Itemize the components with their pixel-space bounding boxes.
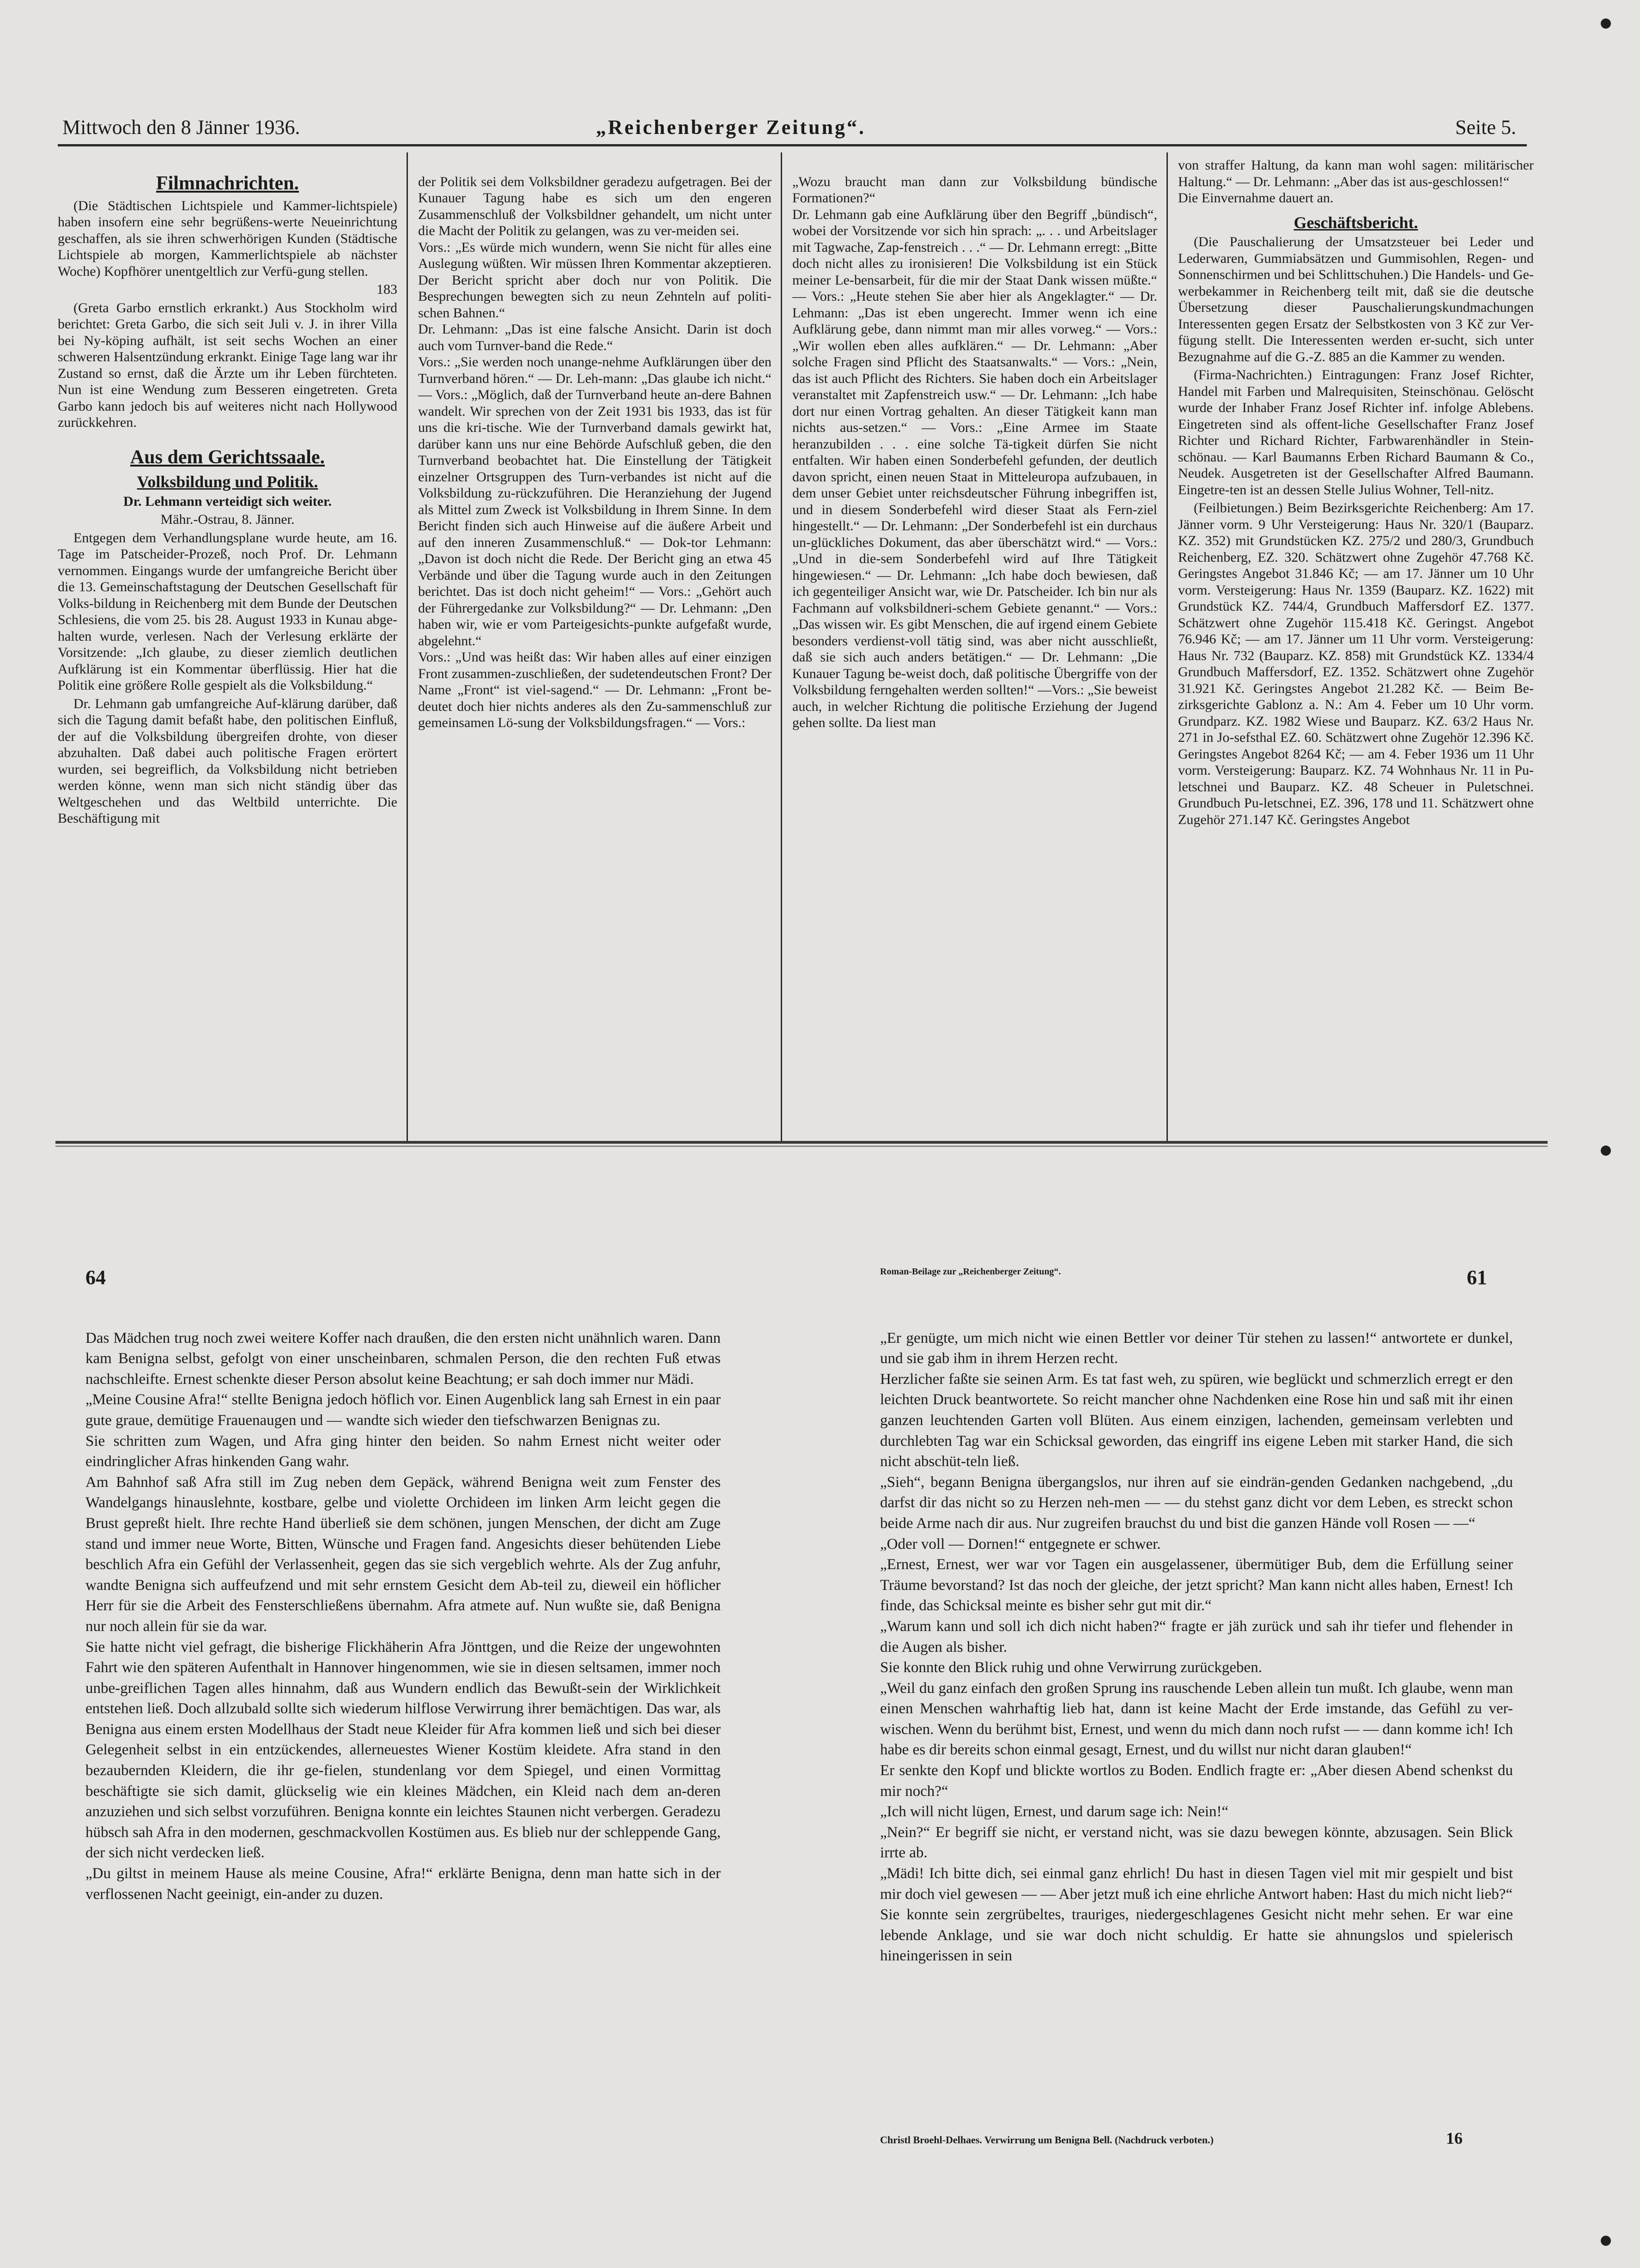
- column-3-text: „Wozu braucht man dann zur Volksbildung bündische Formationen?“ Dr. Lehmann gab eine Aufklärung über den Begriff „bündisch“, wobei der Vorsitzende vor sich hin sprach: „. . . und Arbeitslager mit Tagwache, Zap-fenstreich . . .“ — Dr. Lehmann erregt: „Bitte doch nicht alles zu ironisieren! Die Volksbildung ist ein Stück meiner Le-bensarbeit, für die mir der Staat Dank wissen müßte.“ — Vors.: „Heute stehen Sie aber hier als Angeklagter.“ — Dr. Lehmann: „Das ist eben ungerecht. Immer wenn ich eine Aufklärung gebe, dann nimmt man mir alles vorweg.“ — Vors.: „Wir wollen eben alles aufklären.“ — Dr. Lehmann: „Aber solche Fragen sind Pflicht des Staatsanwalts.“ — Vors.: „Nein, das ist auch Pflicht des Richters. Sie haben doch ein Arbeitslager veranstaltet mit Zapfenstreich usw.“ — Dr. Lehmann: „Ich habe dort nur einen Vortrag gehalten. An dieser Tätigkeit kann man nichts aus-setzen.“ — Vors.: „Eine Armee im Staate heranzubilden . . . eine solche Tä-tigkeit dürfen Sie nicht entfalten. Wir haben einen Sonderbefehl gefunden, der deutlich davon spricht, einen neuen Staat in Mitteleuropa aufzubauen, in dem unser Gebiet unter reichsdeutscher Führung inbegriffen ist, und in diesem Sonderbefehl wird dieser Staat als Fern-ziel hingestellt.“ — Dr. Lehmann: „Der Sonderbefehl ist ein durchaus un-glückliches Dokument, das aber überschätzt wird.“ — Vors.: „Und in die-sem Sonderbefehl wird auf Ihre Tätigkeit hingewiesen.“ — Dr. Lehmann: „Ich habe doch bewiesen, daß ich gegenteiliger Ansicht war, wie Dr. Patscheider. Ich bin nur als Fachmann auf volksbildneri-schem Gebiete genannt.“ — Vors.: „Das wissen wir. Es gibt Menschen, die auf irgend einem Gebiete besonders verdienst-voll tätig sind, was aber nicht ausschließt, daß sie sich auch anders betätigen.“ — Dr. Lehmann: „Die Kunauer Tagung be-weist doch, daß politische Übergriffe von der Volksbildung ferngehalten werden sollten!“ —Vors.: „Sie beweist auch, in welcher Richtung die politische Erziehung der Jugend gehen sollte. Da liest man: [792, 174, 1157, 730]
- article-title: Volksbildung und Politik.: [137, 473, 318, 491]
- article-paragraph-2: Dr. Lehmann gab umfangreiche Auf-klärung darüber, daß sich die Tagung damit befaßt habe, den politischen Einfluß, der auf die Volksbildung übergreifen drohte, von dieser abzuhalten. Daß dabei auch politische Fragen erörtert wurden, sei begreiflich, da Volksbildung nicht betrieben werden könne, wenn man sich nicht ständig über das Weltgeschehen und das Weltbild unterrichte. Die Beschäftigung mit: [58, 696, 397, 826]
- header-title: „Reichenberger Zeitung“.: [596, 116, 866, 139]
- article-subtitle: Dr. Lehmann verteidigt sich weiter.: [123, 493, 332, 509]
- business-item-3: (Feilbietungen.) Beim Bezirksgerichte Reichenberg: Am 17. Jänner vorm. 9 Uhr Versteigerung: Haus Nr. 320/1 (Bauparz. KZ. 352) mit Grundstücken KZ. 275/2 und 280/3, Grundbuch Reichenberg, EZ. 320. Schätzwert ohne Zugehör 47.768 Kč. Geringstes Angebot 31.846 Kč; — am 17. Jänner um 10 Uhr vorm. Versteigerung: Haus Nr. 1359 (Bauparz. KZ. 1622) mit Grundstück KZ. 744/4, Grundbuch Maffersdorf EZ. 1377. Schätzwert ohne Zugehör 115.418 Kč. Geringst. Angebot 76.946 Kč; — am 17. Jänner um 11 Uhr vorm. Versteigerung: Haus Nr. 732 (Bauparz. KZ. 858) mit Grundstück KZ. 1334/4 Grundbuch Maffersdorf, EZ. 1352. Schätzwert ohne Zugehör 31.921 Kč. Geringstes Angebot 21.282 Kč. — Beim Be-zirksgerichte Gablonz a. N.: Am 4. Feber um 10 Uhr vorm. Grundparz. KZ. 1982 Wiese und Bauparz. KZ. 63/2 Haus Nr. 271 in Jo-sefsthal EZ. 60. Schätzwert ohne Zugehör 12.396 Kč. Geringstes Angebot 8264 Kč; — am 4. Feber 1936 um 11 Uhr vorm. Versteigerung: Bauparz. KZ. 74 Wohnhaus Nr. 11 in Pu-letschnei und Bauparz. KZ. 48 Scheuer in Puletschnei. Grundbuch Pu-letschnei, EZ. 396, 178 und 11. Schätzwert ohne Zugehör 271.147 Kč. Geringstes Angebot: [1178, 500, 1534, 827]
- binding-hole-mid: [1601, 1146, 1611, 1156]
- novel-footer-number: 16: [1446, 2129, 1463, 2147]
- supplement-page-right: 61: [1467, 1266, 1487, 1289]
- novel-left-column: [85, 1307, 721, 2171]
- header-date: Mittwoch den 8 Jänner 1936.: [62, 116, 300, 139]
- novel-right-column: [880, 1307, 1513, 2120]
- column-1: [58, 166, 397, 1141]
- tear-line-shadow: [55, 1146, 1548, 1147]
- court-heading: Aus dem Gerichtssaale.: [130, 446, 325, 468]
- novel-footer: Christl Broehl-Delhaes. Verwirrung um Benigna Bell. (Nachdruck verboten.): [880, 2134, 1214, 2146]
- binding-hole-top: [1601, 18, 1611, 29]
- column-3: [792, 157, 1157, 1141]
- header-rule: [58, 144, 1527, 146]
- film-news-heading: Filmnachrichten.: [156, 173, 299, 194]
- novel-right-text: „Er genügte, um mich nicht wie einen Bettler vor deiner Tür stehen zu lassen!“ antwortete er dunkel, und sie gab ihm in ihrem Herzen recht. Herzlicher faßte sie seinen Arm. Es tat fast weh, zu spüren, wie beglückt und schmerzlich erregt er den leichten Druck beantwortete. So reicht mancher ohne Nachdenken eine Rose hin und saß mit ihr einen ganzen leuchtenden Garten voll Blüten. Aus einem einzigen, lachenden, gemeinsam verlebten und durchlebten Tag war ein Schicksal geworden, das eingriff ins eigene Leben mit starker Hand, die sich nicht abschüt-teln ließ. „Sieh“, begann Benigna übergangslos, nur ihren auf sie eindrän-genden Gedanken nachgebend, „du darfst dir das nicht so zu Herzen neh-men — — du stehst ganz dicht vor dem Leben, es streckt schon beide Arme nach dir aus. Nur zugreifen brauchst du und bist die ganzen Hände voll Rosen — —“ „Oder voll — Dornen!“ entgegnete er schwer. „Ernest, Ernest, wer war vor Tagen ein ausgelassener, übermütiger Bub, dem die Erfüllung seiner Träume bevorstand? Ist das noch der gleiche, der jetzt spricht? Man kann nicht alles haben, Ernest! Ich finde, das Schicksal meinte es bisher sehr gut mit dir.“ „Warum kann und soll ich dich nicht haben?“ fragte er jäh zurück und sah ihr tiefer und flehender in die Augen als bisher. Sie konnte den Blick ruhig und ohne Verwirrung zurückgeben. „Weil du ganz einfach den großen Sprung ins rauschende Leben allein tun mußt. Ich glaube, wenn man einen Menschen wahrhaftig lieb hat, dann ist keine Macht der Erde imstande, das Gefühl zu ver-wischen. Wenn du berühmt bist, Ernest, und wenn du mich dann noch rufst — — dann komme ich! Ich habe es dir bereits schon einmal gesagt, Ernest, und du willst nur nicht daran glauben!“ Er senkte den Kopf und blickte wortlos zu Boden. Endlich fragte er: „Aber diesen Abend schenkst du mir noch?“ „Ich will nicht lügen, Ernest, und darum sage ich: Nein!“ „Nein?“ Er begriff sie nicht, er verstand nicht, was sie dazu bewegen könnte, abzusagen. Sein Blick irrte ab. „Mädi! Ich bitte dich, sei einmal ganz ehrlich! Du hast in diesen Tagen viel mit mir gespielt und bist mir doch viel gewesen — — Aber jetzt muß ich eine ehrliche Antwort haben: Hast du mich nicht lieb?“ Sie konnte sein zergrübeltes, trauriges, niedergeschlagenes Gesicht nicht mehr sehen. Er war eine lebende Anklage, und sie war doch nicht schuldig. Er hatte sie ahnungslos und spielerisch hineingerissen in sein: [880, 1329, 1513, 1965]
- business-item-1: (Die Pauschalierung der Umsatzsteuer bei Leder und Lederwaren, Gummiabsätzen und Gummisohlen, Regen- und Sonnenschirmen und bei Schlittschuhen.) Die Handels- und Ge-werbekammer in Reichenberg teilt mit, daß sie die deutsche Übersetzung dieser Pauschalierungskundmachungen Interessenten gegen Ersatz der Selbstkosten von 3 Kč zur Ver-fügung stellt. Die Interessenten werden er-sucht, sich unter Bezugnahme auf die G.-Z. 885 an die Kammer zu wenden.: [1178, 234, 1534, 364]
- supplement-header: Roman-Beilage zur „Reichenberger Zeitung“.: [880, 1267, 1061, 1277]
- supplement-page-left: 64: [85, 1266, 106, 1289]
- column-rule-3: [1166, 152, 1168, 1141]
- column-2: [418, 157, 771, 1141]
- binding-hole-bottom: [1601, 2236, 1611, 2246]
- column-rule-2: [781, 152, 782, 1141]
- column-4: [1178, 157, 1534, 1141]
- business-item-2: (Firma-Nachrichten.) Eintragungen: Franz Josef Richter, Handel mit Farben und Malrequisiten, Steinschönau. Gelöscht wurde der Inhaber Franz Josef Richter inf. infolge Ablebens. Eingetreten sind als offent-liche Gesellschafter Franz Josef Richter und Richard Richter, Farbwarenhändler in Stein-schönau. — Karl Baumanns Erben Richard Baumann & Co., Neudek. Ausgetreten ist der Gesellschafter Alfred Baumann. Eingetre-ten ist an dessen Stelle Julius Wohner, Tell-nitz.: [1178, 367, 1534, 497]
- header-page: Seite 5.: [1455, 116, 1516, 139]
- film-news-code: 183: [377, 282, 397, 297]
- article-paragraph-1: Entgegen dem Verhandlungsplane wurde heute, am 16. Tage im Patscheider-Prozeß, noch Prof. Dr. Lehmann vernommen. Eingangs wurde der umfangreiche Bericht über die 13. Gemeinschaftstagung der Deutschen Gesellschaft für Volks-bildung in Reichenberg mit dem Bunde der Deutschen Schlesiens, die vom 25. bis 28. August 1933 in Kunau abge-halten wurde, verlesen. Nach der Verlesung erklärte der Vorsitzende: „Ich glaube, zu dieser ziemlich deutlichen Aufklärung ist ein Kommentar überflüssig. Hier hat die Politik eine größere Rolle gespielt als die Volksbildung.“: [58, 530, 397, 693]
- tear-line: [55, 1141, 1548, 1144]
- article-dateline: Mähr.-Ostrau, 8. Jänner.: [160, 512, 295, 527]
- column-rule-1: [407, 152, 408, 1141]
- business-report-heading: Geschäftsbericht.: [1294, 213, 1418, 232]
- column-2-text: der Politik sei dem Volksbildner geradezu aufgetragen. Bei der Kunauer Tagung habe es sich um den engeren Zusammenschluß der Volksbildner gehandelt, um nicht unter die Macht der Politik zu gelangen, was zu ver-meiden sei. Vors.: „Es würde mich wundern, wenn Sie nicht für alles eine Auslegung wüßten. Wir müssen Ihren Kommentar akzeptieren. Der Bericht spricht aber doch nur von Politik. Die Besprechungen bewegten sich zu neun Zehnteln auf politi-schen Bahnen.“ Dr. Lehmann: „Das ist eine falsche Ansicht. Darin ist doch auch vom Turnver-band die Rede.“ Vors.: „Sie werden noch unange-nehme Aufklärungen über den Turnverband hören.“ — Dr. Leh-mann: „Das glaube ich nicht.“ — Vors.: „Möglich, daß der Turnverband heute an-dere Bahnen wandelt. Wir sprechen von der Zeit 1931 bis 1933, das ist für uns die kri-tische. Wie der Turnverband damals gewirkt hat, darüber kann uns nur eine Behörde Aufschluß geben, die den Turnverband beobachtet hat. Die Einstellung der Tätigkeit einzelner Ortsgruppen des Turn-verbandes ist nicht auf die Volksbildung zu-rückzuführen. Die Heranziehung der Jugend als Mittel zum Zweck ist Volksbildung in Ihrem Sinne. In dem Bericht finden sich auch Hinweise auf die äußere Arbeit und auf den inneren Zusammenschluß.“ — Dok-tor Lehmann: „Davon ist doch nicht die Rede. Der Bericht ging an etwa 45 Verbände und über die Tagung wurde auch in den Zeitungen berichtet. Das ist doch nicht geheim!“ — Vors.: „Gehört auch der Führergedanke zur Volksbildung?“ — Dr. Lehmann: „Den haben wir, wie er vom Parteigesichts-punkte aufgefaßt wurde, abgelehnt.“ Vors.: „Und was heißt das: Wir haben alles auf einer einzigen Front zusammen-zuschließen, der sudetendeutschen Front? Der Name „Front“ ist viel-sagend.“ — Dr. Lehmann: „Front be-deutet doch hier nichts anderes als den Zu-sammenschluß zur gemeinsamen Lö-sung der Volksbildungsfragen.“ — Vors.:: [418, 174, 771, 730]
- film-news-item-1: (Die Städtischen Lichtspiele und Kammer-lichtspiele) haben insofern eine sehr begrüßens-werte Neueinrichtung geschaffen, als sie ihren schwerhörigen Kunden (Städtische Lichtspiele ab morgen, Kammerlichtspiele ab nächster Woche) Kopfhörer unentgeltlich zur Verfü-gung stellen.: [58, 198, 397, 279]
- novel-left-text: Das Mädchen trug noch zwei weitere Koffer nach draußen, die den ersten nicht unähnlich waren. Dann kam Benigna selbst, gefolgt von einer unscheinbaren, schmalen Person, die den rechten Fuß etwas nachschleifte. Ernest schenkte dieser Person absolut keine Beachtung; er sah doch immer nur Mädi. „Meine Cousine Afra!“ stellte Benigna jedoch höflich vor. Einen Augenblick lang sah Ernest in ein paar gute graue, demütige Frauenaugen und — wandte sich wieder den tiefschwarzen Benignas zu. Sie schritten zum Wagen, und Afra ging hinter den beiden. So nahm Ernest nicht weiter oder eindringlicher Afras hinkenden Gang wahr. Am Bahnhof saß Afra still im Zug neben dem Gepäck, während Benigna weit zum Fenster des Wandelgangs hinauslehnte, kostbare, gelbe und violette Orchideen im linken Arm leicht gegen die Brust gepreßt hielt. Ihre rechte Hand überließ sie dem schönen, jungen Menschen, der dicht am Zuge stand und immer neue Worte, Bitten, Wünsche und Fragen fand. Angesichts dieser behütenden Liebe beschlich Afra ein Gefühl der Verlassenheit, gegen das sie sich vergeblich wehrte. Als der Zug anfuhr, wandte Benigna sich auffeufzend und mit sehr ernstem Gesicht dem Ab-teil zu, dieweil ein höflicher Herr für sie die Arbeit des Fensterschließens übernahm. Afra atmete auf. Nun wußte sie, daß Benigna nur noch allein für sie da war. Sie hatte nicht viel gefragt, die bisherige Flickhäherin Afra Jönttgen, und die Reize der ungewohnten Fahrt wie den späteren Aufenthalt in Hannover hingenommen, wie sie in diesen seltsamen, immer noch unbe-greiflichen Tagen alles hinnahm, daß aus Wundern endlich das Bewußt-sein der Wirklichkeit entstehen ließ. Doch allzubald sollte sich wiederum hilflose Verwirrung ihrer bemächtigen. Das war, als Benigna aus einem ersten Modellhaus der Stadt neue Kleider für Afra kommen ließ und sich bei dieser Gelegenheit selbst in ein entzückendes, allerneuestes Wiener Kostüm kleidete. Afra stand in den bezaubernden Kleidern, die ihr ge-fielen, stundenlang vor dem Spiegel, und einen Vormittag beschäftigte sie sich damit, glückselig wie ein kleines Mädchen, ein Kleid nach dem an-deren anzuziehen und sich selbst vorzuführen. Benigna konnte ein leichtes Staunen nicht verbergen. Geradezu hübsch sah Afra in den modernen, geschmackvollen Kostümen aus. Es blieb nur der schleppende Gang, der sich nicht verdecken ließ. „Du giltst in meinem Hause als meine Cousine, Afra!“ erklärte Benigna, denn man hatte sich in der verflossenen Nacht geeinigt, ein-ander zu duzen.: [85, 1329, 721, 1903]
- column-4-top: von straffer Haltung, da kann man wohl sagen: militärischer Haltung.“ — Dr. Lehmann: „Aber das ist aus-geschlossen!“ Die Einvernahme dauert an.: [1178, 158, 1534, 206]
- film-news-item-2: (Greta Garbo ernstlich erkrankt.) Aus Stockholm wird berichtet: Greta Garbo, die sich seit Juli v. J. in ihrer Villa bei Ny-köping aufhält, ist seit sechs Wochen an einer schweren Halsentzündung erkrankt. Einige Tage lang war ihr Zustand so ernst, daß die Ärzte um ihr Leben fürchteten. Nun ist eine Wendung zum Besseren eingetreten. Greta Garbo kann jedoch bis auf weiteres nicht nach Hollywood zurückkehren.: [58, 300, 397, 430]
